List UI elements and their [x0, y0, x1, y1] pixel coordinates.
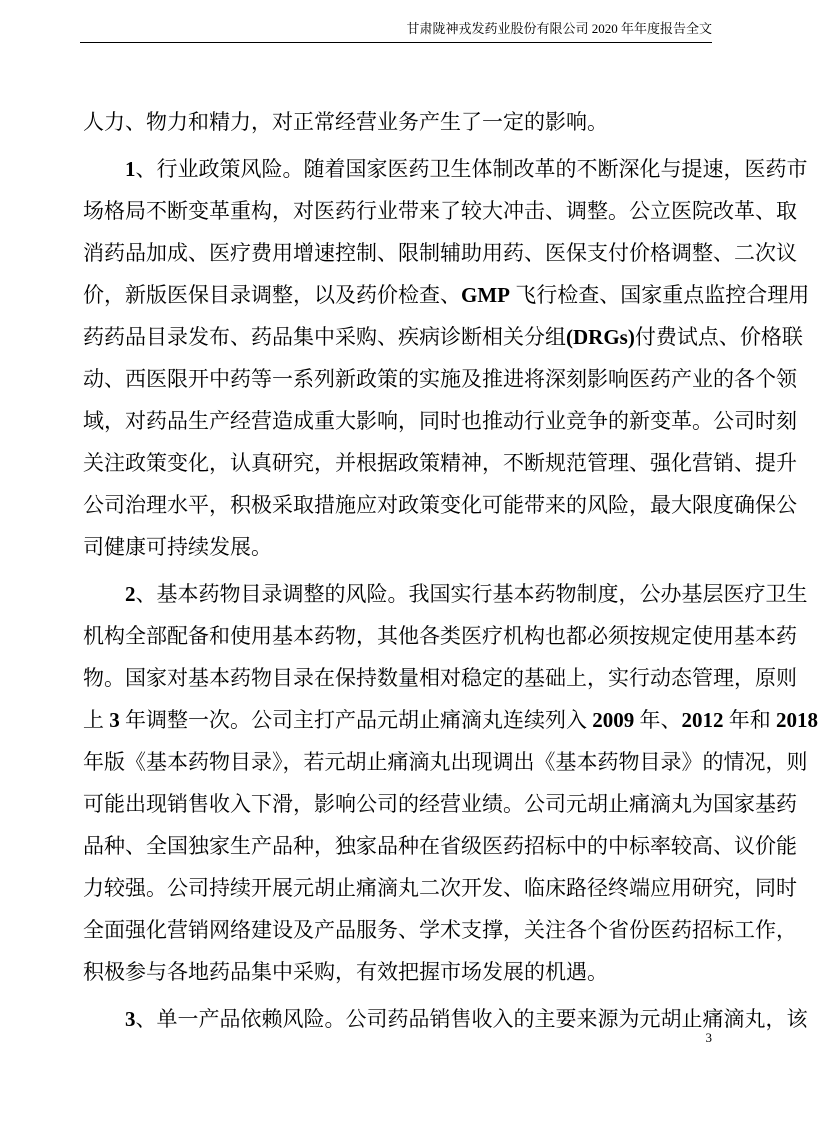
text-line: 上 3 年调整一次。公司主打产品元胡止痛滴丸连续列入 2009 年、2012 年和 2018	[83, 708, 818, 732]
text-line: 可能出现销售收入下滑，影响公司的经营业绩。公司元胡止痛滴丸为国家基药	[83, 792, 797, 816]
text-line: 场格局不断变革重构，对医药行业带来了较大冲击、调整。公立医院改革、取	[83, 199, 797, 223]
text-line: 消药品加成、医疗费用增速控制、限制辅助用药、医保支付价格调整、二次议	[83, 241, 797, 265]
header-rule	[80, 42, 712, 43]
text-line: 全面强化营销网络建设及产品服务、学术支撑，关注各个省份医药招标工作，	[83, 918, 797, 942]
text-line: 年版《基本药物目录》，若元胡止痛滴丸出现调出《基本药物目录》的情况，则	[83, 750, 808, 774]
text-line: 动、西医限开中药等一系列新政策的实施及推进将深刻影响医药产业的各个领	[83, 367, 797, 391]
text-line: 3、单一产品依赖风险。公司药品销售收入的主要来源为元胡止痛滴丸，该	[125, 1007, 808, 1031]
paragraph	[83, 998, 808, 1040]
text-line: 司健康可持续发展。	[83, 535, 272, 559]
paragraph	[83, 148, 810, 568]
text-line: 1、行业政策风险。随着国家医药卫生体制改革的不断深化与提速，医药市	[125, 157, 808, 181]
running-header: 甘肃陇神戎发药业股份有限公司 2020 年年度报告全文	[406, 21, 712, 36]
text-line: 人力、物力和精力，对正常经营业务产生了一定的影响。	[83, 110, 608, 134]
text-line: 物。国家对基本药物目录在保持数量相对稳定的基础上，实行动态管理，原则	[83, 666, 797, 690]
page-number: 3	[705, 1030, 712, 1045]
document-body	[83, 101, 818, 1040]
text-line: 积极参与各地药品集中采购，有效把握市场发展的机遇。	[83, 960, 608, 984]
text-line: 2、基本药物目录调整的风险。我国实行基本药物制度，公办基层医疗卫生	[125, 582, 808, 606]
text-line: 药药品目录发布、药品集中采购、疾病诊断相关分组(DRGs)付费试点、价格联	[83, 325, 803, 349]
text-line: 公司治理水平，积极采取措施应对政策变化可能带来的风险，最大限度确保公	[83, 493, 797, 517]
paragraph	[83, 573, 818, 993]
text-line: 力较强。公司持续开展元胡止痛滴丸二次开发、临床路径终端应用研究，同时	[83, 876, 797, 900]
text-line: 价，新版医保目录调整，以及药价检查、GMP 飞行检查、国家重点监控合理用	[83, 283, 810, 307]
text-line: 品种、全国独家生产品种，独家品种在省级医药招标中的中标率较高、议价能	[83, 834, 797, 858]
text-line: 机构全部配备和使用基本药物，其他各类医疗机构也都必须按规定使用基本药	[83, 624, 797, 648]
text-line: 域，对药品生产经营造成重大影响，同时也推动行业竞争的新变革。公司时刻	[83, 409, 797, 433]
text-line: 关注政策变化，认真研究，并根据政策精神，不断规范管理、强化营销、提升	[83, 451, 797, 475]
paragraph	[83, 101, 712, 143]
